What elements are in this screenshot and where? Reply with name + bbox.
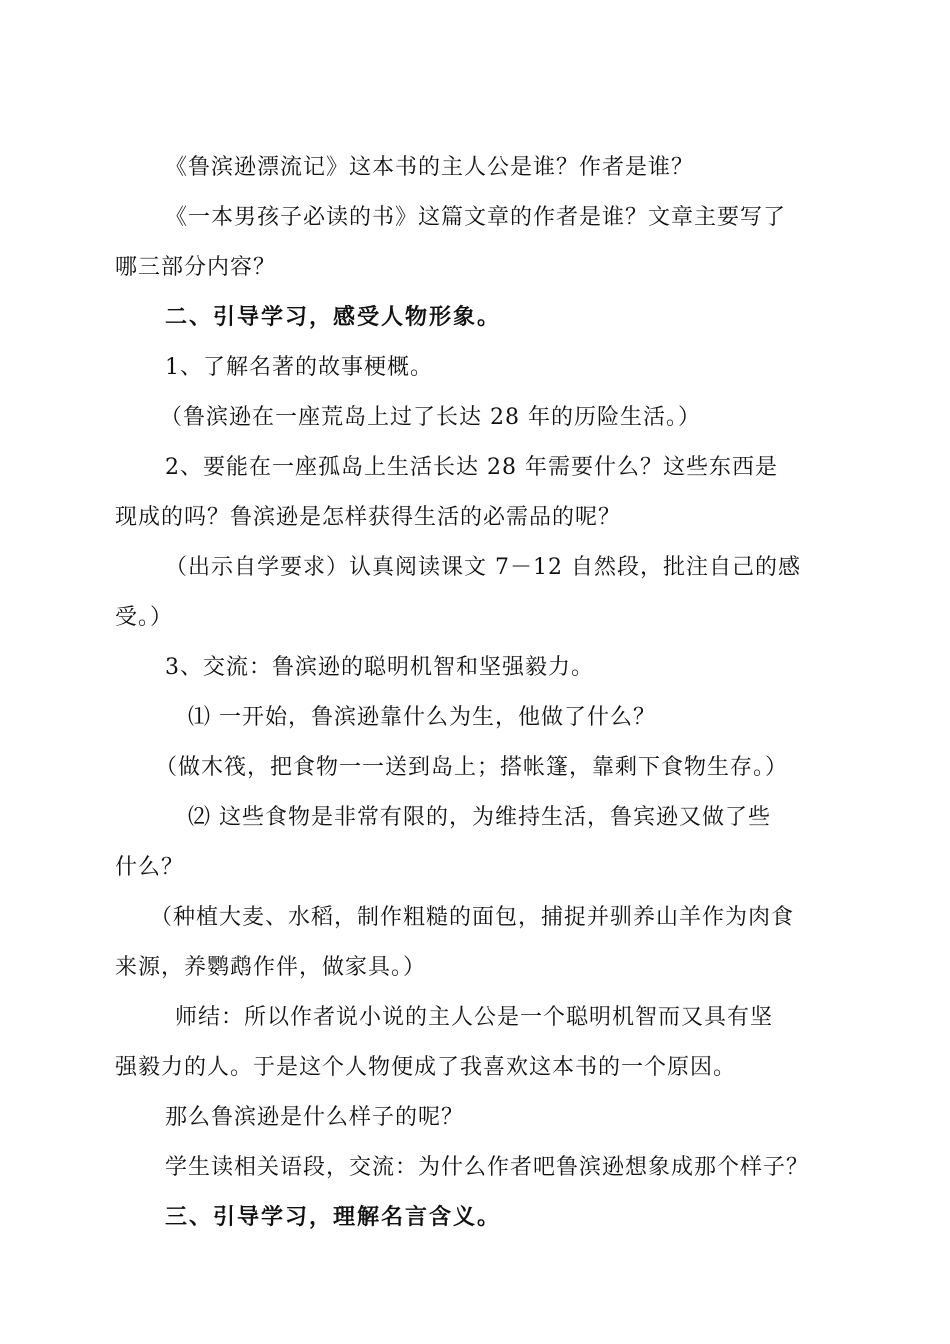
teacher-summary-cont: 强毅力的人。于是这个人物便成了我喜欢这本书的一个原因。 [115,1055,737,1080]
sub-question-1: ⑴ 一开始，鲁滨逊靠什么为生，他做了什么？ [188,705,656,730]
sub-question-2-answer: （种植大麦、水稻，制作粗糙的面包，捕捉并驯养山羊作为肉食 [150,905,795,930]
item-1: 1、了解名著的故事梗概。 [165,355,433,380]
student-reading: 学生读相关语段，交流：为什么作者吧鲁滨逊想象成那个样子？ [165,1155,810,1180]
item-2-cont: 现成的吗？鲁滨逊是怎样获得生活的必需品的呢？ [115,505,622,530]
teacher-summary: 师结：所以作者说小说的主人公是一个聪明机智而又具有坚 [175,1005,774,1030]
item-2: 2、要能在一座孤岛上生活长达 28 年需要什么？这些东西是 [165,455,778,480]
sub-question-2-answer-cont: 来源，养鹦鹉作伴，做家具。） [115,955,427,980]
sub-question-1-answer: （做木筏，把食物一一送到岛上；搭帐篷，靠剩下食物生存。） [155,755,789,780]
item-1-answer: （鲁滨逊在一座荒岛上过了长达 28 年的历险生活。） [160,405,701,430]
question-article-author: 《一本男孩子必读的书》这篇文章的作者是谁？文章主要写了 [165,205,787,230]
self-study-requirement-cont: 受。） [115,605,174,630]
sub-question-2-cont: 什么？ [115,855,185,880]
sub-question-2: ⑵ 这些食物是非常有限的，为维持生活，鲁宾逊又做了些 [188,805,771,830]
question-appearance: 那么鲁滨逊是什么样子的呢？ [165,1105,465,1130]
item-3: 3、交流：鲁滨逊的聪明机智和坚强毅力。 [165,655,594,680]
section-heading-3: 三、引导学习，理解名言含义。 [165,1205,502,1230]
self-study-requirement: （出示自学要求）认真阅读课文 7－12 自然段，批注自己的感 [165,555,801,580]
section-heading-2: 二、引导学习，感受人物形象。 [165,305,502,330]
question-book-protagonist: 《鲁滨逊漂流记》这本书的主人公是谁？作者是谁？ [165,155,695,180]
question-article-author-cont: 哪三部分内容？ [115,255,277,280]
